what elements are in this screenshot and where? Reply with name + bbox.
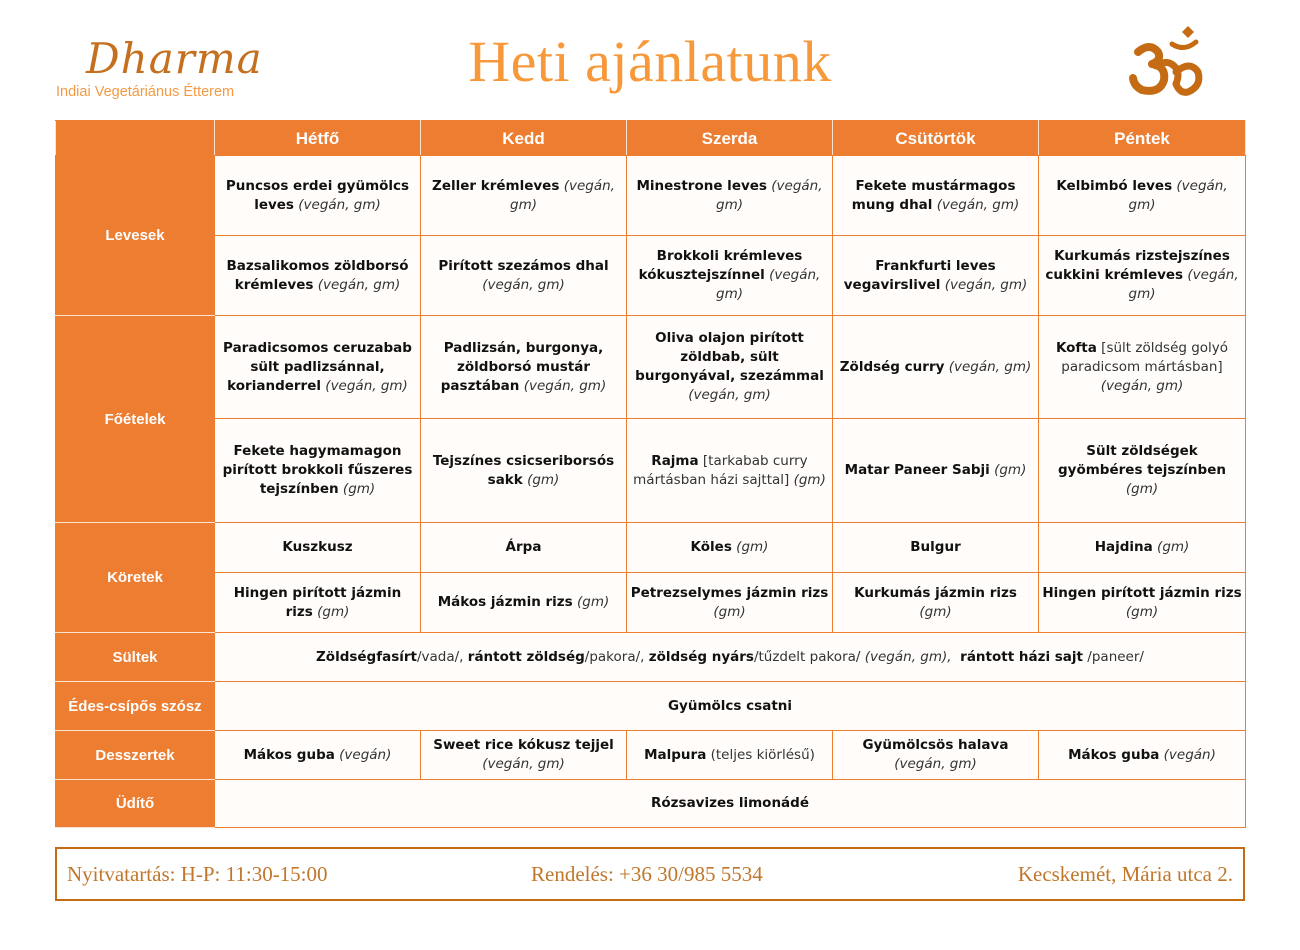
menu-cell: Fekete hagymamagon pirított brokkoli fűszeres tejszínben (gm): [215, 419, 421, 523]
address: Kecskemét, Mária utca 2.: [1017, 862, 1233, 886]
menu-cell: Minestrone leves (vegán, gm): [627, 156, 833, 236]
info-footer: [55, 847, 1245, 901]
menu-cell: Mákos guba (vegán): [215, 731, 421, 780]
menu-cell: Petrezselymes jázmin rizs (gm): [627, 573, 833, 633]
soups-row-2: [56, 236, 1246, 316]
mains-row-1: [56, 316, 1246, 419]
opening-hours: Nyitvatartás: H-P: 11:30-15:00: [67, 862, 328, 886]
menu-cell: Malpura (teljes kiörlésű): [627, 731, 833, 780]
logo-wordmark: Dharma: [86, 34, 263, 83]
menu-cell: Zöldség curry (vegán, gm): [833, 316, 1039, 419]
day-header: Szerda: [627, 121, 833, 156]
om-icon: [1128, 22, 1208, 102]
menu-cell: Árpa: [421, 523, 627, 573]
menu-cell: Hajdina (gm): [1039, 523, 1246, 573]
sides-row-2: [56, 573, 1246, 633]
category-label-sides: Köretek: [56, 523, 215, 633]
menu-cell: Sweet rice kókusz tejjel (vegán, gm): [421, 731, 627, 780]
menu-cell: Kurkumás jázmin rizs (gm): [833, 573, 1039, 633]
sauce-row: [56, 682, 1246, 731]
menu-cell: Paradicsomos ceruzabab sült padlizsánnal, korianderrel (vegán, gm): [215, 316, 421, 419]
menu-cell: Köles (gm): [627, 523, 833, 573]
day-header-row: [56, 121, 1246, 156]
day-header: Hétfő: [215, 121, 421, 156]
menu-cell: Kurkumás rizstejszínes cukkini krémleves (vegán, gm): [1039, 236, 1246, 316]
menu-cell: Puncsos erdei gyümölcs leves (vegán, gm): [215, 156, 421, 236]
weekly-menu-table: [55, 120, 1246, 828]
menu-cell: Matar Paneer Sabji (gm): [833, 419, 1039, 523]
day-header: Péntek: [1039, 121, 1246, 156]
menu-cell: Frankfurti leves vegavirslivel (vegán, gm): [833, 236, 1039, 316]
desserts-row: [56, 731, 1246, 780]
menu-cell-wide: Zöldségfasírt/vada/, rántott zöldség/pakora/, zöldség nyárs/tűzdelt pakora/ (vegán, gm), rántott házi sajt /paneer/: [215, 633, 1246, 682]
category-label-fried: Sültek: [56, 633, 215, 682]
order-phone: Rendelés: +36 30/985 5534: [531, 862, 763, 886]
category-label-drink: Üdítő: [56, 780, 215, 828]
category-label-mains: Főételek: [56, 316, 215, 523]
page-title: Heti ajánlatunk: [468, 29, 832, 94]
category-label-desserts: Desszertek: [56, 731, 215, 780]
sides-row-1: [56, 523, 1246, 573]
menu-cell: Padlizsán, burgonya, zöldborsó mustár pasztában (vegán, gm): [421, 316, 627, 419]
header-corner: [56, 121, 215, 156]
menu-cell: Bazsalikomos zöldborsó krémleves (vegán, gm): [215, 236, 421, 316]
drink-row: [56, 780, 1246, 828]
logo-tagline: Indiai Vegetáriánus Étterem: [56, 84, 235, 100]
category-label-soups: Levesek: [56, 156, 215, 316]
menu-cell: Rajma [tarkabab curry mártásban házi sajttal] (gm): [627, 419, 833, 523]
menu-cell: Oliva olajon pirított zöldbab, sült burgonyával, szezámmal (vegán, gm): [627, 316, 833, 419]
menu-cell: Sült zöldségek gyömbéres tejszínben (gm): [1039, 419, 1246, 523]
menu-cell: Zeller krémleves (vegán, gm): [421, 156, 627, 236]
menu-cell: Hingen pirított jázmin rizs (gm): [215, 573, 421, 633]
menu-cell-wide: Gyümölcs csatni: [215, 682, 1246, 731]
menu-cell-wide: Rózsavizes limonádé: [215, 780, 1246, 828]
fried-row: [56, 633, 1246, 682]
menu-cell: Kelbimbó leves (vegán, gm): [1039, 156, 1246, 236]
mains-row-2: [56, 419, 1246, 523]
menu-cell: Gyümölcsös halava (vegán, gm): [833, 731, 1039, 780]
category-label-sauce: Édes-csípős szósz: [56, 682, 215, 731]
day-header: Csütörtök: [833, 121, 1039, 156]
menu-cell: Kuszkusz: [215, 523, 421, 573]
menu-cell: Kofta [sült zöldség golyó paradicsom mártásban] (vegán, gm): [1039, 316, 1246, 419]
menu-cell: Fekete mustármagos mung dhal (vegán, gm): [833, 156, 1039, 236]
menu-cell: Mákos guba (vegán): [1039, 731, 1246, 780]
menu-cell: Mákos jázmin rizs (gm): [421, 573, 627, 633]
day-header: Kedd: [421, 121, 627, 156]
soups-row-1: [56, 156, 1246, 236]
menu-cell: Tejszínes csicseriborsós sakk (gm): [421, 419, 627, 523]
menu-cell: Hingen pirított jázmin rizs (gm): [1039, 573, 1246, 633]
menu-cell: Brokkoli krémleves kókusztejszínnel (vegán, gm): [627, 236, 833, 316]
menu-cell: Bulgur: [833, 523, 1039, 573]
menu-cell: Pirított szezámos dhal (vegán, gm): [421, 236, 627, 316]
